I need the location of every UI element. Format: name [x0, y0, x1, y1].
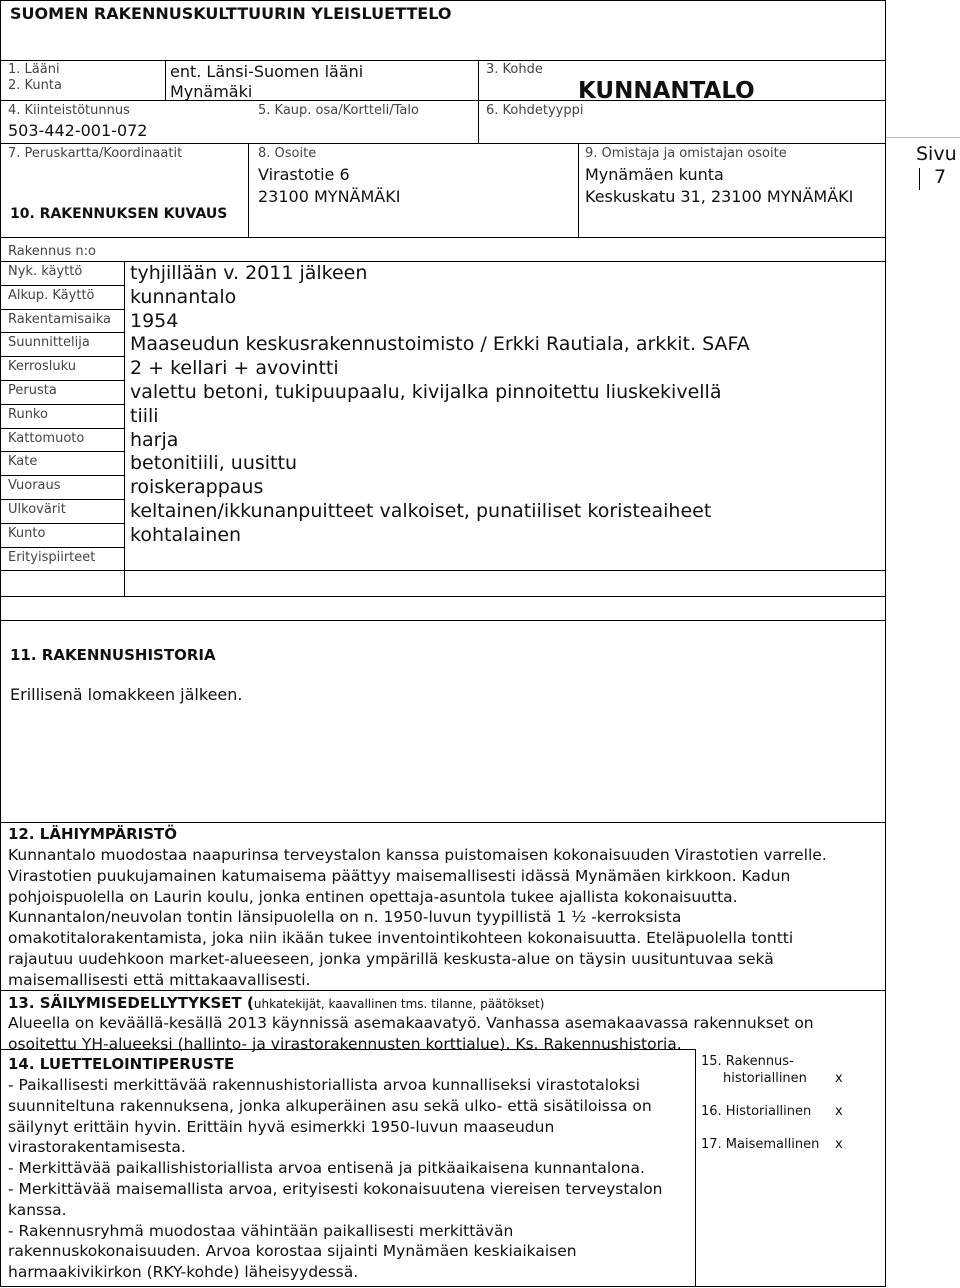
kuvaus-row-label: Vuoraus	[8, 478, 61, 494]
arvo-historiallinen-label: 16. Historiallinen	[701, 1104, 812, 1119]
kuvaus-row-value: 1954	[130, 309, 179, 332]
row-divider	[0, 356, 124, 357]
text-line: - Rakennusryhmä muodostaa vähintään paikallisesti merkittävän	[8, 1221, 514, 1240]
row-divider	[0, 332, 124, 333]
arvo-rakennushistoriallinen-label: 15. Rakennus-	[701, 1054, 794, 1069]
arvo-maisemallinen-mark: x	[835, 1137, 843, 1152]
sailyminen-note: uhkatekijät, kaavallinen tms. tilanne, päätökset)	[253, 997, 545, 1011]
row-divider	[0, 547, 124, 548]
kuvaus-row-label: Alkup. Käyttö	[8, 287, 95, 303]
arvo-rakennushistoriallinen-label2: historiallinen	[723, 1071, 807, 1086]
text-line: - Merkittävää maisemallista arvoa, erityisesti kokonaisuutena viereisen terveystalon	[8, 1179, 663, 1198]
kuvaus-row-value: kohtalainen	[130, 523, 242, 546]
kuvaus-row-label: Suunnittelija	[8, 335, 90, 351]
text-line: säilynyt erittäin hyvin. Erittäin hyvä esimerkki 1950-luvun maaseudun	[8, 1117, 555, 1136]
kuvaus-row-value: tiili	[130, 404, 159, 427]
kuvaus-heading: 10. RAKENNUKSEN KUVAUS	[10, 206, 228, 222]
kuvaus-row-value: valettu betoni, tukipuupaalu, kivijalka pinnoitettu liuskekivellä	[130, 381, 722, 403]
kunta-value: Mynämäki	[170, 82, 253, 101]
laani-label: 1. Lääni	[8, 62, 60, 77]
kuvaus-row-value: 2 + kellari + avovintti	[130, 357, 339, 380]
arvo-maisemallinen-label: 17. Maisemallinen	[701, 1137, 820, 1152]
arvo-historiallinen-mark: x	[835, 1104, 843, 1119]
osoite-line2: 23100 MYNÄMÄKI	[258, 187, 401, 206]
sailyminen-heading-row	[8, 993, 544, 1012]
kuvaus-row-value: keltainen/ikkunanpuitteet valkoiset, punatiiliset koristeaiheet	[130, 500, 712, 522]
row-divider	[0, 404, 124, 405]
text-line: rakennuskokonaisuuden. Arvoa korostaa sijainti Mynämäen keskiaikaisen	[8, 1242, 577, 1261]
peruskartta-label: 7. Peruskartta/Koordinaatit	[8, 146, 183, 161]
text-line: harmaakivikirkon (RKY-kohde) läheisyydessä.	[8, 1263, 359, 1282]
kuvaus-row-label: Kerrosluku	[8, 359, 76, 375]
rakennus-no-label: Rakennus n:o	[8, 244, 96, 259]
sailyminen-heading: 13. SÄILYMISEDELLYTYKSET	[8, 994, 242, 1012]
omistaja-line1: Mynämäen kunta	[585, 165, 724, 184]
text-line: rajautuu uudehkoon market-alueeseen, jonka ympärillä keskusta-alue on täysin uusituntuvaa sekä	[8, 949, 774, 968]
kuvaus-row-value: harja	[130, 428, 179, 451]
osoite-label: 8. Osoite	[258, 146, 317, 161]
text-line: Virastotien puukujamainen katumaisema päättyy maisemallisesti idässä Mynämäen kirkkoon. Kadun	[8, 866, 791, 885]
historia-heading: 11. RAKENNUSHISTORIA	[10, 646, 216, 664]
kohde-value: KUNNANTALO	[578, 78, 755, 104]
text-line: omakotitalorakentamista, joka niin ikään tukee inventointikohteen kokonaisuutta. Eteläpuolella tontti	[8, 929, 794, 948]
ymparisto-text	[8, 845, 827, 991]
text-line: osoitettu YH-alueeksi (hallinto- ja virastorakennusten korttialue). Ks. Rakennushistoria.	[8, 1034, 682, 1053]
kaup-label: 5. Kaup. osa/Kortteli/Talo	[258, 103, 419, 118]
kuvaus-row-label: Ulkovärit	[8, 502, 66, 517]
kuvaus-row-label: Perusta	[8, 383, 57, 398]
sivu-label: Sivu	[916, 143, 957, 165]
text-line: kanssa.	[8, 1200, 67, 1219]
row-divider	[0, 428, 124, 429]
kuvaus-row-value: roiskerappaus	[130, 476, 264, 499]
osoite-line1: Virastotie 6	[258, 165, 350, 184]
kohdetyyppi-label: 6. Kohdetyyppi	[486, 103, 584, 118]
kiinteisto-label: 4. Kiinteistötunnus	[8, 103, 130, 118]
row-divider	[0, 380, 124, 381]
kuvaus-row-label: Kate	[8, 454, 38, 470]
row-divider	[0, 523, 124, 524]
kuvaus-row-value: tyhjillään v. 2011 jälkeen	[130, 262, 368, 284]
omistaja-label: 9. Omistaja ja omistajan osoite	[585, 146, 787, 161]
text-line: Alueella on keväällä-kesällä 2013 käynnissä asemakaavatyö. Vanhassa asemakaavassa rakennukset on	[8, 1014, 814, 1032]
kiinteisto-value: 503-442-001-072	[8, 121, 148, 140]
page-title: SUOMEN RAKENNUSKULTTUURIN YLEISLUETTELO	[10, 4, 452, 23]
kunta-label: 2. Kunta	[8, 78, 62, 93]
kuvaus-row-label: Rakentamisaika	[8, 311, 111, 327]
text-line: Kunnantalon/neuvolan tontin länsipuolella on n. 1950-luvun tyypillistä 1 ½ -kerroksista	[8, 908, 682, 927]
ymparisto-heading: 12. LÄHIYMPÄRISTÖ	[8, 825, 178, 843]
historia-text: Erillisenä lomakkeen jälkeen.	[10, 685, 243, 704]
row-divider	[0, 285, 124, 286]
kuvaus-row-label: Nyk. käyttö	[8, 264, 83, 279]
laani-value: ent. Länsi-Suomen lääni	[170, 62, 364, 81]
text-line: suunniteltuna rakennuksena, jonka alkuperäinen asu sekä ulko- että sisätiloissa on	[8, 1096, 652, 1115]
kuvaus-row-label: Runko	[8, 406, 48, 422]
text-line: - Paikallisesti merkittävää rakennushistoriallista arvoa kunnalliseksi virastotaloksi	[8, 1076, 640, 1094]
row-divider	[0, 309, 124, 310]
kuvaus-row-label: Erityispiirteet	[8, 549, 96, 565]
row-divider	[0, 451, 124, 452]
sivu-number: 7	[934, 166, 947, 188]
text-line: pohjoispuolella on Laurin koulu, jonka entinen opettaja-asuntola tukee ajallista kokonaisuutta.	[8, 887, 738, 906]
text-line: Kunnantalo muodostaa naapurinsa terveystalon kanssa puistomaisen kokonaisuuden Virastotien varrelle.	[8, 846, 827, 864]
kuvaus-row-value: betonitiili, uusittu	[130, 452, 297, 475]
kuvaus-row-value: kunnantalo	[130, 285, 237, 308]
kuvaus-row-value: Maaseudun keskusrakennustoimisto / Erkki Rautiala, arkkit. SAFA	[130, 333, 750, 356]
text-line: virastorakentamisesta.	[8, 1138, 186, 1157]
kuvaus-row-label: Kattomuoto	[8, 430, 85, 446]
row-divider	[0, 499, 124, 500]
arvo-rakennushistoriallinen-mark: x	[835, 1071, 843, 1086]
peruste-heading: 14. LUETTELOINTIPERUSTE	[8, 1055, 235, 1073]
kuvaus-row-label: Kunto	[8, 525, 46, 541]
text-line: - Merkittävää paikallishistoriallista arvoa entisenä ja pitkäaikaisena kunnantalona.	[8, 1159, 645, 1178]
peruste-text	[8, 1075, 663, 1283]
text-line: maisemallisesti että mittakaavallisesti.	[8, 970, 311, 989]
kohde-label: 3. Kohde	[486, 62, 543, 77]
omistaja-line2: Keskuskatu 31, 23100 MYNÄMÄKI	[585, 187, 854, 206]
row-divider	[0, 475, 124, 476]
sailyminen-text	[8, 1013, 814, 1055]
sailyminen-note-paren: (	[241, 994, 254, 1012]
